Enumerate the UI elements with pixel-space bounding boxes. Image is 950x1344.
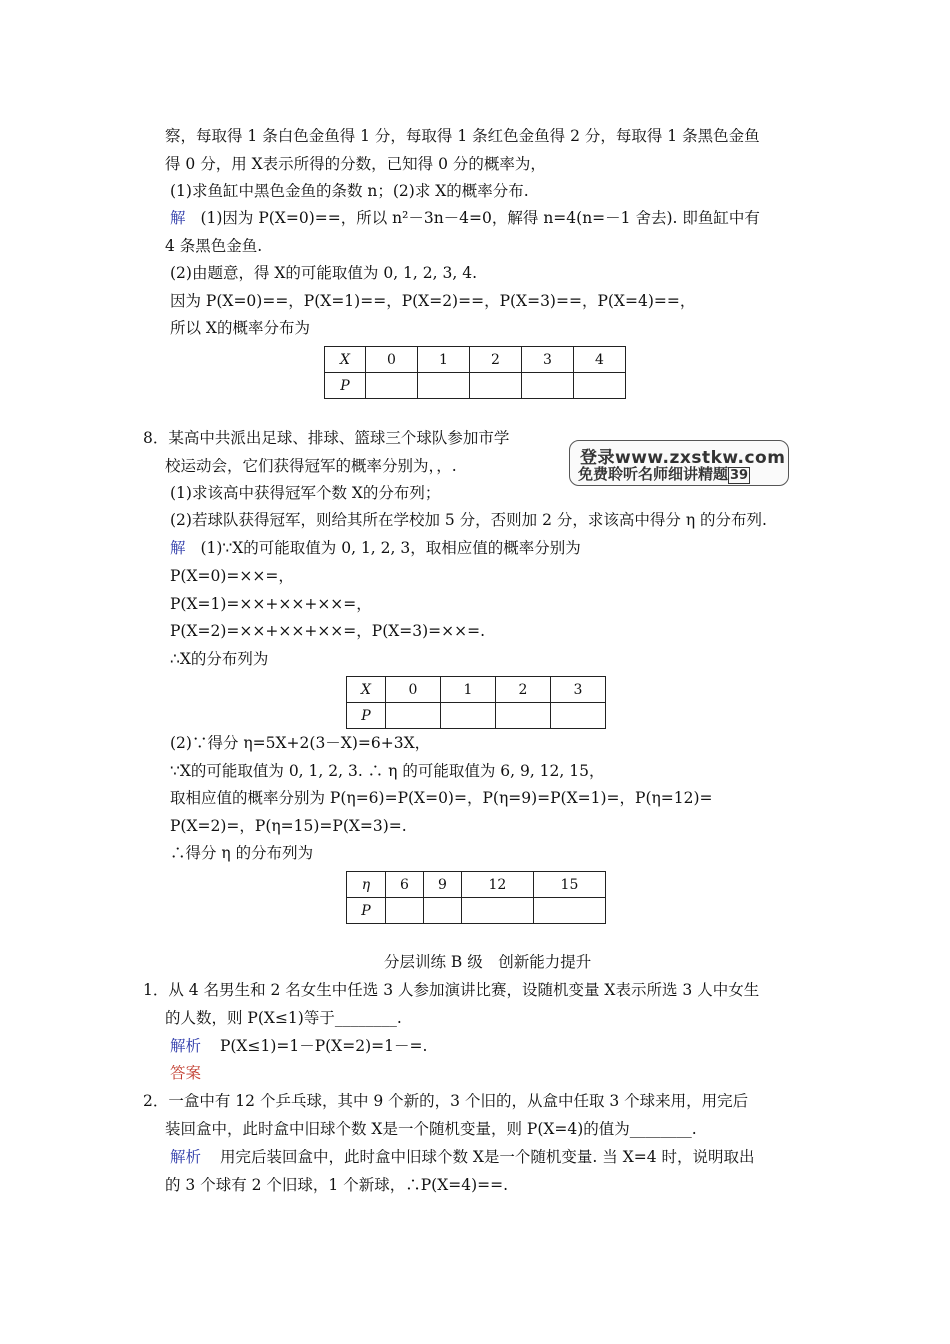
watermark-url: 登录www.zxstkw.com xyxy=(580,448,786,468)
section-heading: 分层训练 B 级 创新能力提升 xyxy=(384,953,592,971)
table-cell: 3 xyxy=(551,677,606,703)
table-cell: P xyxy=(325,373,366,399)
table-cell: 3 xyxy=(522,347,574,373)
table-cell: 4 xyxy=(574,347,626,373)
text-line: ∴X的分布列为 xyxy=(170,650,269,668)
distribution-table-1 xyxy=(324,346,626,399)
text-line: (2)由题意，得 X的可能取值为 0, 1, 2, 3, 4. xyxy=(170,264,477,282)
text-line: 校运动会，它们获得冠军的概率分别为，，. xyxy=(165,457,457,475)
answer-tag: 答案 xyxy=(170,1064,202,1082)
text-line: 装回盒中，此时盒中旧球个数 X是一个随机变量，则 P(X=4)的值为________. xyxy=(165,1120,697,1138)
analysis-tag: 解析 xyxy=(170,1148,202,1166)
solution-line xyxy=(170,538,581,558)
text-line: 的 3 个球有 2 个旧球，1 个新球，∴P(X=4)==. xyxy=(165,1176,509,1194)
text-line: ∴得分 η 的分布列为 xyxy=(170,844,314,862)
table-cell: 0 xyxy=(386,677,441,703)
text-line: (2)∵得分 η=5X+2(3－X)=6+3X， xyxy=(170,734,431,752)
table-cell: 0 xyxy=(366,347,418,373)
table-cell xyxy=(386,703,441,729)
table-cell xyxy=(496,703,551,729)
table-cell xyxy=(461,898,533,924)
text-line: 用完后装回盒中，此时盒中旧球个数 X是一个随机变量. 当 X=4 时，说明取出 xyxy=(219,1148,755,1166)
watermark-text: 免费聆听名师细讲精题 xyxy=(578,465,729,483)
text-line: (2)若球队获得冠军，则给其所在学校加 5 分，否则加 2 分，求该高中得分 η 的分布列. xyxy=(170,511,767,529)
table-cell: η xyxy=(347,872,386,898)
table-cell: 1 xyxy=(418,347,470,373)
text-line: 因为 P(X=0)==，P(X=1)==，P(X=2)==，P(X=3)==，P(X=4)==， xyxy=(170,292,696,310)
table-cell: 1 xyxy=(441,677,496,703)
distribution-table-3 xyxy=(346,871,606,924)
table-cell xyxy=(386,898,424,924)
distribution-table-2 xyxy=(346,676,606,729)
table-cell: 15 xyxy=(533,872,605,898)
table-cell: P xyxy=(347,898,386,924)
text-line: P(X=1)=××+××+××=， xyxy=(170,595,372,613)
analysis-line xyxy=(170,1036,427,1056)
table-cell xyxy=(441,703,496,729)
watermark-number: 39 xyxy=(730,468,749,483)
watermark-slogan xyxy=(578,463,750,484)
text-line: P(X=2)=××+××+××=，P(X=3)=××=. xyxy=(170,622,486,640)
table-cell: P xyxy=(347,703,386,729)
table-cell xyxy=(522,373,574,399)
table-cell: 12 xyxy=(461,872,533,898)
solution-line xyxy=(170,208,760,228)
table-cell xyxy=(533,898,605,924)
table-cell: X xyxy=(347,677,386,703)
solution-tag: 解 xyxy=(170,539,186,557)
table-cell: 2 xyxy=(496,677,551,703)
table-cell: 2 xyxy=(470,347,522,373)
table-cell: X xyxy=(325,347,366,373)
text-line: P(X=2)=，P(η=15)=P(X=3)=. xyxy=(170,817,407,835)
table-cell: 6 xyxy=(386,872,424,898)
text-line: (1)因为 P(X=0)==，所以 n²－3n－4=0，解得 n=4(n=－1 舍去). 即鱼缸中有 xyxy=(200,209,760,227)
text-line: 取相应值的概率分别为 P(η=6)=P(X=0)=，P(η=9)=P(X=1)=，P(η=12)= xyxy=(170,789,713,807)
text-line: ∵X的可能取值为 0, 1, 2, 3. ∴ η 的可能取值为 6, 9, 12, 15， xyxy=(170,762,605,780)
question-8: 8．某高中共派出足球、排球、篮球三个球队参加市学 xyxy=(143,429,510,447)
watermark-badge xyxy=(569,440,789,486)
table-cell xyxy=(470,373,522,399)
table-cell xyxy=(418,373,470,399)
table-cell: 9 xyxy=(423,872,461,898)
text-line: (1)∵X的可能取值为 0, 1, 2, 3，取相应值的概率分别为 xyxy=(200,539,581,557)
text-line: 4 条黑色金鱼. xyxy=(165,237,263,255)
text-line: 所以 X的概率分布为 xyxy=(170,319,310,337)
table-cell xyxy=(551,703,606,729)
table-cell xyxy=(366,373,418,399)
text-line: 察，每取得 1 条白色金鱼得 1 分，每取得 1 条红色金鱼得 2 分，每取得 1 条黑色金鱼 xyxy=(165,127,760,145)
text-line: P(X=0)=××=， xyxy=(170,567,294,585)
solution-tag: 解 xyxy=(170,209,186,227)
table-cell xyxy=(423,898,461,924)
analysis-line xyxy=(170,1147,755,1167)
question-b2: 2．一盒中有 12 个乒乓球，其中 9 个新的，3 个旧的，从盒中任取 3 个球来用，用完后 xyxy=(143,1092,749,1110)
analysis-tag: 解析 xyxy=(170,1037,202,1055)
text-line: P(X≤1)=1－P(X=2)=1－=. xyxy=(219,1037,428,1055)
text-line: 的人数，则 P(X≤1)等于________. xyxy=(165,1009,402,1027)
text-line: (1)求该高中获得冠军个数 X的分布列； xyxy=(170,484,441,502)
text-line: (1)求鱼缸中黑色金鱼的条数 n；(2)求 X的概率分布. xyxy=(170,182,529,200)
question-b1: 1．从 4 名男生和 2 名女生中任选 3 人参加演讲比赛，设随机变量 X表示所选 3 人中女生 xyxy=(143,981,760,999)
text-line: 得 0 分，用 X表示所得的分数，已知得 0 分的概率为， xyxy=(165,155,546,173)
table-cell xyxy=(574,373,626,399)
